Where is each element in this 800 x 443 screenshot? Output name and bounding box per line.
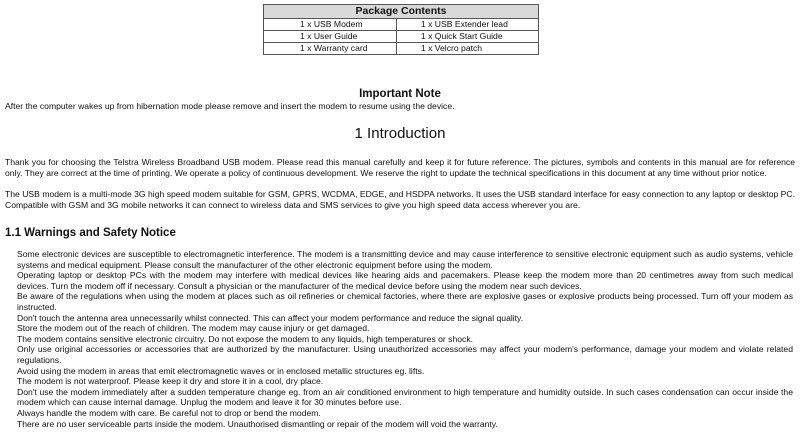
- list-item: The modem contains sensitive electronic circuitry. Do not expose the modem to any liquids, high temperatures or shock.: [17, 333, 474, 344]
- list-item: Don't touch the antenna area unnecessarily whilst connected. This can affect your modem performance and reduce the signal quality.: [17, 312, 524, 323]
- package-contents-header-row: [264, 5, 539, 19]
- important-note-title: Important Note: [359, 88, 441, 100]
- warnings-heading: 1.1 Warnings and Safety Notice: [5, 227, 176, 239]
- list-item: Be aware of the regulations when using the modem at places such as oil refineries or chemical factories, where there are explosive gases or explosive products being processed. Turn off your modem as instructed.: [17, 291, 793, 312]
- introduction-paragraph: The USB modem is a multi-mode 3G high speed modem suitable for GSM, GPRS, WCDMA, EDGE, and HSDPA networks. It uses the USB standard interface for easy connection to any laptop or desktop PC. Compatible with GSM and 3G mobile networks it can connect to wireless data and SMS services to give you high speed data access wherever you are.: [5, 189, 795, 210]
- table-row: [264, 19, 539, 31]
- table-row: [264, 31, 539, 43]
- package-item: 1 x User Guide: [264, 31, 397, 43]
- important-note-text: After the computer wakes up from hibernation mode please remove and insert the modem to resume using the device.: [5, 101, 455, 111]
- list-item: Always handle the modem with care. Be careful not to drop or bend the modem.: [17, 407, 321, 418]
- package-contents-table: [263, 4, 539, 55]
- package-item: 1 x Warranty card: [264, 43, 397, 55]
- list-item: Store the modem out of the reach of children. The modem may cause injury or get damaged.: [17, 323, 370, 334]
- introduction-paragraph: Thank you for choosing the Telstra Wireless Broadband USB modem. Please read this manual carefully and keep it for future reference. The pictures, symbols and contents in this manual are for reference only. They are correct at the time of printing. We operate a policy of continuous development. We reserve the right to update the technical specifications in this document at any time without prior notice.: [5, 157, 795, 178]
- package-item: 1 x Quick Start Guide: [396, 31, 538, 43]
- list-item: The modem is not waterproof. Please keep it dry and store it in a cool, dry place.: [17, 376, 324, 387]
- list-item: Some electronic devices are susceptible to electromagnetic interference. The modem is a transmitting device and may cause interference to sensitive electronic equipment such as audio systems, vehicle systems and medical equipment. Please consult the manufacturer of the other electronic equipment before using the modem.: [17, 249, 793, 270]
- package-item: 1 x USB Extender lead: [396, 19, 538, 31]
- warnings-list: [15, 249, 793, 429]
- list-item: Only use original accessories or accessories that are authorized by the manufacturer. Using unauthorized accessories may affect your modem's performance, damage your modem and violate related regulations.: [17, 344, 793, 365]
- introduction-heading: 1 Introduction: [354, 125, 446, 142]
- package-contents-title: Package Contents: [264, 5, 539, 19]
- list-item: Operating laptop or desktop PCs with the modem may interfere with medical devices like hearing aids and pacemakers. Please keep the modem more than 20 centimetres away from such medical devices. Turn the modem off if necessary. Consult a physician or the manufacturer of the medical device before using the modem near such devices.: [17, 270, 793, 291]
- list-item: There are no user serviceable parts inside the modem. Unauthorised dismantling or repair of the modem will void the warranty.: [17, 418, 498, 429]
- package-item: 1 x USB Modem: [264, 19, 397, 31]
- list-item: Don't use the modem immediately after a sudden temperature change eg. from an air conditioned environment to high temperature and humidity outside. In such cases condensation can occur inside the modem which can cause internal damage. Unplug the modem and leave it for 30 minutes before use.: [17, 386, 793, 408]
- table-row: [264, 43, 539, 55]
- list-item: Avoid using the modem in areas that emit electromagnetic waves or in enclosed metallic structures eg. lifts.: [17, 365, 425, 376]
- package-item: 1 x Velcro patch: [396, 43, 538, 55]
